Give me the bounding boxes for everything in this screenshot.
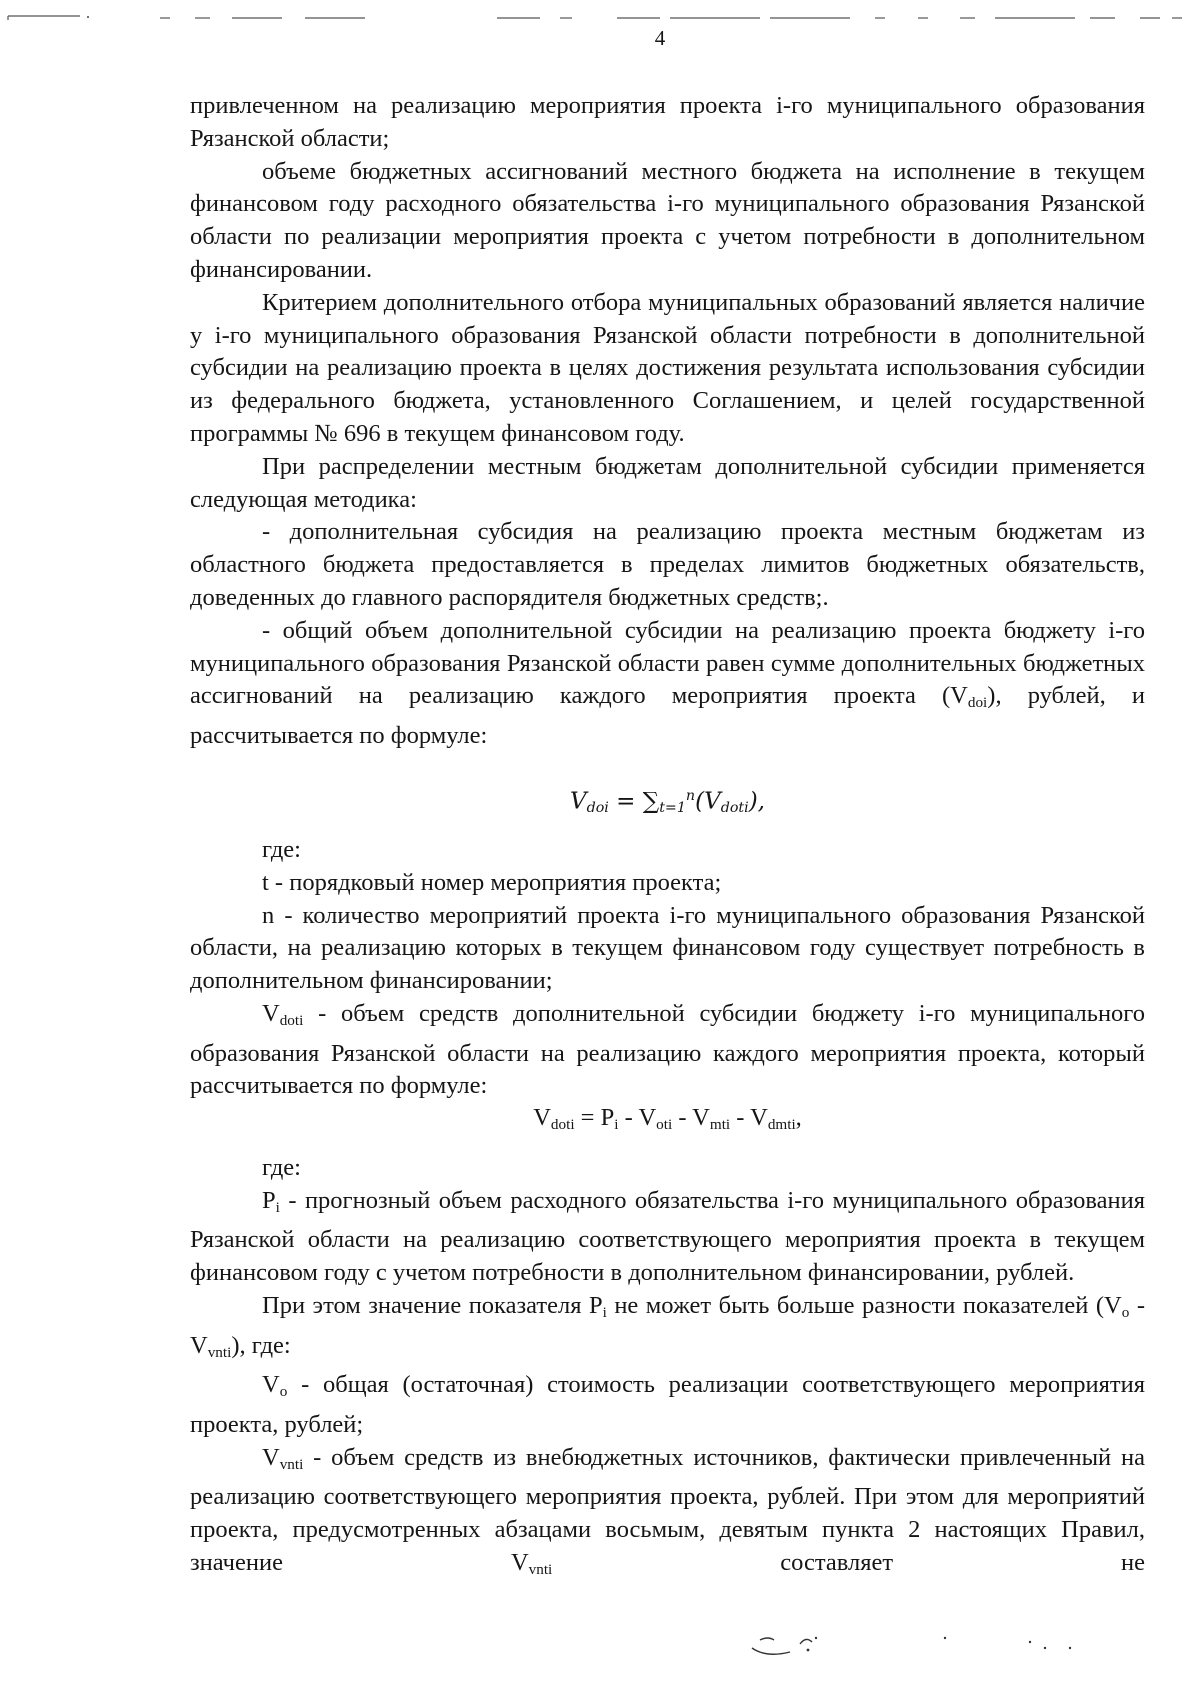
paragraph-text: $V_{doti}$ - объем средств дополнительной субсидии бюджету i-го муниципального образования Рязанской области на реализацию каждого мероприятия проекта, который рассчитывается по формуле: xyxy=(190,999,1145,1100)
paragraph-text: привлеченном на реализацию мероприятия проекта i-го муниципального образования Рязанской области; xyxy=(190,92,1145,152)
scan-noise-top xyxy=(0,0,1200,30)
paragraph xyxy=(190,615,1145,753)
paragraph xyxy=(190,156,1145,287)
paragraph-text: При распределении местным бюджетам дополнительной субсидии применяется следующая методика: xyxy=(190,452,1145,513)
paragraph-text: $V_o$ - общая (остаточная) стоимость реализации соответствующего мероприятия проекта, рублей; xyxy=(190,1371,1145,1438)
paragraph-text: где: xyxy=(262,1154,301,1181)
paragraph-text: объеме бюджетных ассигнований местного бюджета на исполнение в текущем финансовом году расходного обязательства i-го муниципального образования Рязанской области по реализации мероприятия проекта с учетом потребности в дополнительном финансировании. xyxy=(190,157,1145,283)
paragraph-text: $P_i$ - прогнозный объем расходного обязательства i-го муниципального образования Рязанской области на реализацию соответствующего мероприятия проекта в текущем финансовом году с учетом потребности в дополнительном финансировании, рублей. xyxy=(190,1186,1145,1287)
paragraph-text: - общий объем дополнительной субсидии на реализацию проекта бюджету i-го муниципального образования Рязанской области равен сумме дополнительных бюджетных ассигнований на реализацию каждого мероприятия проекта $(V_{doi})$, рублей, и рассчитывается по формуле: xyxy=(190,616,1145,749)
paragraph xyxy=(190,90,1145,156)
paragraph-text: $V_{vnti}$ - объем средств из внебюджетных источников, фактически привлеченный на реализацию соответствующего мероприятия проекта, рублей. При этом для мероприятий проекта, предусмотренных абзацами восьмым, девятым пункта 2 настоящих Правил, значение $V_{vnti}$ составляет не xyxy=(190,1443,1146,1578)
paragraph xyxy=(190,516,1145,614)
paragraph-text: n - количество мероприятий проекта i-го муниципального образования Рязанской области, на реализацию которых в текущем финансовом году существует потребность в дополнительном финансировании; xyxy=(190,901,1145,995)
paragraph xyxy=(190,834,1145,867)
paragraph xyxy=(190,1185,1145,1290)
text-block-2 xyxy=(190,834,1145,1103)
paragraph xyxy=(190,1442,1145,1587)
paragraph xyxy=(190,998,1145,1103)
paragraph xyxy=(190,451,1145,517)
text-block-3 xyxy=(190,1152,1145,1586)
formula-vdoi: $V_{doi} = \sum_{t=1}^n(V_{doti})$, xyxy=(569,788,765,817)
signature-marks xyxy=(0,1600,1200,1680)
page-number: 4 xyxy=(654,26,666,50)
formula-vdoti: $V_{doti} = P_i - V_{oti} - V_{mti} - V_{dmti}$, xyxy=(533,1104,802,1133)
paragraph xyxy=(190,1369,1145,1441)
paragraph-text: t - порядковый номер мероприятия проекта; xyxy=(262,868,722,896)
paragraph-text: При этом значение показателя $P_i$ не может быть больше разности показателей $(V_o - V_{vnti})$, где: xyxy=(190,1291,1145,1361)
paragraph xyxy=(190,1152,1145,1185)
paragraph-text: - дополнительная субсидия на реализацию проекта местным бюджетам из областного бюджета предоставляется в пределах лимитов бюджетных обязательств, доведенных до главного распорядителя бюджетных средств;. xyxy=(190,518,1145,611)
paragraph xyxy=(190,287,1145,451)
paragraph-text: где: xyxy=(262,836,301,863)
paragraph-text: Критерием дополнительного отбора муниципальных образований является наличие у i-го муниципального образования Рязанской области потребности в дополнительной субсидии на реализацию проекта в целях достижения результата использования субсидии из федерального бюджета, установленного Соглашением, и целей государственной программы № 696 в текущем финансовом году. xyxy=(190,288,1145,447)
paragraph xyxy=(190,1290,1145,1369)
paragraph xyxy=(190,867,1145,900)
paragraph xyxy=(190,900,1145,998)
text-block-1 xyxy=(190,90,1145,753)
